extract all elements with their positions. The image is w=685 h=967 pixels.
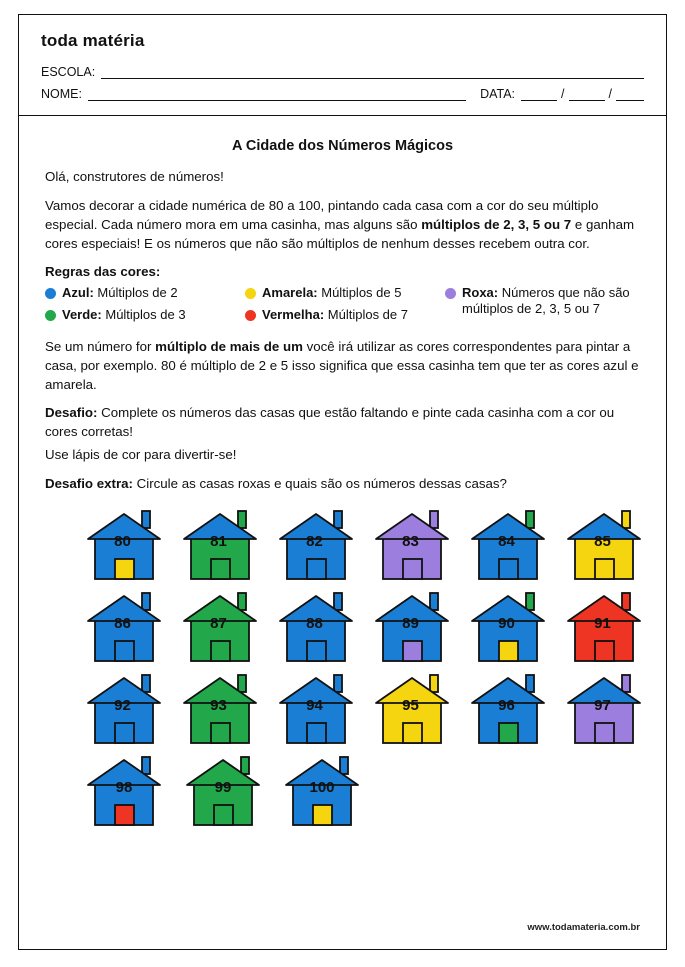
worksheet-content — [19, 116, 666, 826]
desafio-extra-paragraph — [45, 475, 640, 494]
vermelha-color-dot — [245, 310, 256, 321]
door — [307, 559, 326, 579]
chimney — [622, 593, 630, 610]
door — [211, 723, 230, 743]
chimney — [622, 511, 630, 528]
chimney — [142, 675, 150, 692]
chimney — [334, 593, 342, 610]
legend-label-amarela: Amarela: — [262, 284, 318, 300]
house-number: 94 — [306, 696, 323, 714]
house-80[interactable] — [85, 508, 160, 580]
data-slash-1: / — [561, 87, 565, 101]
worksheet-page — [18, 14, 667, 950]
legend-text-amarela — [262, 285, 401, 302]
legend-item-verde — [45, 307, 245, 324]
legend-label-roxa: Roxa: — [462, 284, 499, 300]
house-97[interactable] — [565, 672, 640, 744]
multiples-part-1: Se um número for — [45, 338, 156, 354]
house-number: 96 — [498, 696, 515, 714]
escola-field-row — [19, 65, 666, 79]
house-number: 98 — [115, 778, 133, 796]
house-number: 88 — [306, 614, 323, 632]
escola-label: ESCOLA: — [41, 65, 96, 79]
desafio-text: Complete os números das casas que estão faltando e pinte cada casinha com a cor ou cores corretas! — [45, 405, 615, 440]
intro-part-1: Vamos decorar a cidade numérica de 80 a 100, pintando cada casa com a cor do seu múltiplo especial. Cada número mora em uma casinha, mas alguns são — [45, 197, 599, 232]
legend-label-vermelha: Vermelha: — [262, 307, 325, 323]
house-99[interactable] — [184, 754, 262, 826]
chimney — [142, 511, 150, 528]
door — [307, 641, 326, 661]
house-number: 87 — [210, 614, 227, 632]
azul-color-dot — [45, 288, 56, 299]
door — [499, 723, 518, 743]
multiples-part-2: você irá utilizar as cores correspondentes para pintar a casa, por exemplo. 80 é múltiplo de 2 e 5 isso significa que essa casinha tem que ter as cores azul e amarela. — [45, 338, 639, 392]
door — [499, 641, 518, 661]
chimney — [526, 511, 534, 528]
chimney — [340, 757, 348, 774]
door — [307, 723, 326, 743]
house-number: 84 — [498, 532, 515, 550]
nome-label: NOME: — [41, 87, 82, 101]
desafio-line2: Use lápis de cor para divertir-se! — [45, 447, 237, 463]
door — [115, 641, 134, 661]
footer-url: www.todamateria.com.br — [527, 922, 640, 933]
house-number: 86 — [114, 614, 131, 632]
amarela-color-dot — [245, 288, 256, 299]
house-85[interactable] — [565, 508, 640, 580]
color-legend — [45, 285, 640, 324]
door — [595, 559, 614, 579]
house-number: 100 — [309, 778, 335, 796]
chimney — [430, 511, 438, 528]
house-93[interactable] — [181, 672, 256, 744]
door — [403, 559, 422, 579]
house-100[interactable] — [283, 754, 361, 826]
escola-input-line[interactable] — [101, 67, 644, 79]
desafio-label: Desafio: — [45, 405, 98, 421]
desafio-paragraph — [45, 404, 640, 442]
data-slash-2: / — [608, 87, 612, 101]
legend-item-vermelha — [245, 307, 445, 324]
brand-logo: toda matéria — [41, 31, 145, 50]
house-number: 85 — [594, 532, 611, 550]
door — [115, 559, 134, 579]
verde-color-dot — [45, 310, 56, 321]
house-91[interactable] — [565, 590, 640, 662]
legend-desc-azul: Múltiplos de 2 — [93, 284, 178, 300]
greeting-text: Olá, construtores de números! — [45, 169, 224, 184]
house-number: 95 — [402, 696, 419, 714]
data-day-line[interactable] — [521, 89, 557, 101]
legend-desc-vermelha: Múltiplos de 7 — [324, 307, 408, 323]
nome-input-line[interactable] — [88, 89, 466, 101]
house-83[interactable] — [373, 508, 448, 580]
house-row — [85, 508, 640, 580]
house-number: 90 — [498, 614, 515, 632]
house-89[interactable] — [373, 590, 448, 662]
multiples-paragraph — [45, 338, 640, 395]
house-number: 93 — [210, 696, 227, 714]
house-row — [85, 590, 640, 662]
house-number: 83 — [402, 532, 419, 550]
legend-desc-roxa: Números que não são múltiplos de 2, 3, 5 ou 7 — [462, 284, 630, 317]
chimney — [238, 593, 246, 610]
roxa-color-dot — [445, 288, 456, 299]
chimney — [241, 757, 249, 774]
multiples-bold: múltiplo de mais de um — [155, 338, 303, 354]
house-87[interactable] — [181, 590, 256, 662]
house-94[interactable] — [277, 672, 352, 744]
desafio-extra-label: Desafio extra: — [45, 476, 133, 491]
legend-desc-verde: Múltiplos de 3 — [101, 307, 186, 323]
house-number: 80 — [114, 532, 131, 550]
chimney — [526, 675, 534, 692]
chimney — [430, 593, 438, 610]
door — [115, 805, 134, 825]
house-90[interactable] — [469, 590, 544, 662]
legend-label-verde: Verde: — [62, 307, 102, 323]
rules-heading: Regras das cores: — [45, 263, 161, 279]
intro-bold: múltiplos de 2, 3, 5 ou 7 — [421, 216, 572, 232]
door — [499, 559, 518, 579]
house-84[interactable] — [469, 508, 544, 580]
door — [595, 723, 614, 743]
house-96[interactable] — [469, 672, 544, 744]
legend-item-azul — [45, 285, 245, 302]
house-row — [85, 672, 640, 744]
legend-text-verde — [62, 307, 186, 324]
door — [214, 805, 233, 825]
door — [211, 641, 230, 661]
door — [403, 723, 422, 743]
house-86[interactable] — [85, 590, 160, 662]
house-number: 82 — [306, 532, 323, 550]
intro-paragraph — [45, 197, 640, 254]
legend-text-vermelha — [262, 307, 408, 324]
legend-label-azul: Azul: — [62, 284, 94, 300]
chimney — [622, 675, 630, 692]
house-number: 91 — [594, 614, 611, 632]
house-number: 89 — [402, 614, 419, 632]
chimney — [430, 675, 438, 692]
legend-text-roxa — [462, 285, 640, 318]
house-row — [85, 754, 640, 826]
chimney — [526, 593, 534, 610]
desafio-extra-text: Circule as casas roxas e quais são os números dessas casas? — [132, 476, 507, 491]
chimney — [238, 511, 246, 528]
chimney — [142, 757, 150, 774]
door — [403, 641, 422, 661]
legend-desc-amarela: Múltiplos de 5 — [317, 284, 402, 300]
house-82[interactable] — [277, 508, 352, 580]
data-year-line[interactable] — [616, 89, 644, 101]
intro-part-2: e ganham cores especiais! E os números que não são múltiplos de nenhum desses recebem outra cor. — [45, 216, 635, 251]
data-month-line[interactable] — [569, 89, 605, 101]
house-88[interactable] — [277, 590, 352, 662]
house-92[interactable] — [85, 672, 160, 744]
door — [115, 723, 134, 743]
chimney — [238, 675, 246, 692]
house-number: 81 — [210, 532, 227, 550]
legend-item-roxa — [445, 285, 640, 324]
house-81[interactable] — [181, 508, 256, 580]
data-label: DATA: — [480, 87, 516, 101]
legend-item-amarela — [245, 285, 445, 302]
legend-text-azul — [62, 285, 178, 302]
house-98[interactable] — [85, 754, 163, 826]
chimney — [334, 675, 342, 692]
house-number: 92 — [114, 696, 131, 714]
chimney — [142, 593, 150, 610]
chimney — [334, 511, 342, 528]
page-title: A Cidade dos Números Mágicos — [231, 138, 454, 154]
house-grid — [45, 508, 640, 826]
house-number: 99 — [214, 778, 232, 796]
house-95[interactable] — [373, 672, 448, 744]
door — [313, 805, 332, 825]
door — [211, 559, 230, 579]
nome-data-field-row — [19, 87, 666, 101]
house-number: 97 — [594, 696, 611, 714]
door — [595, 641, 614, 661]
